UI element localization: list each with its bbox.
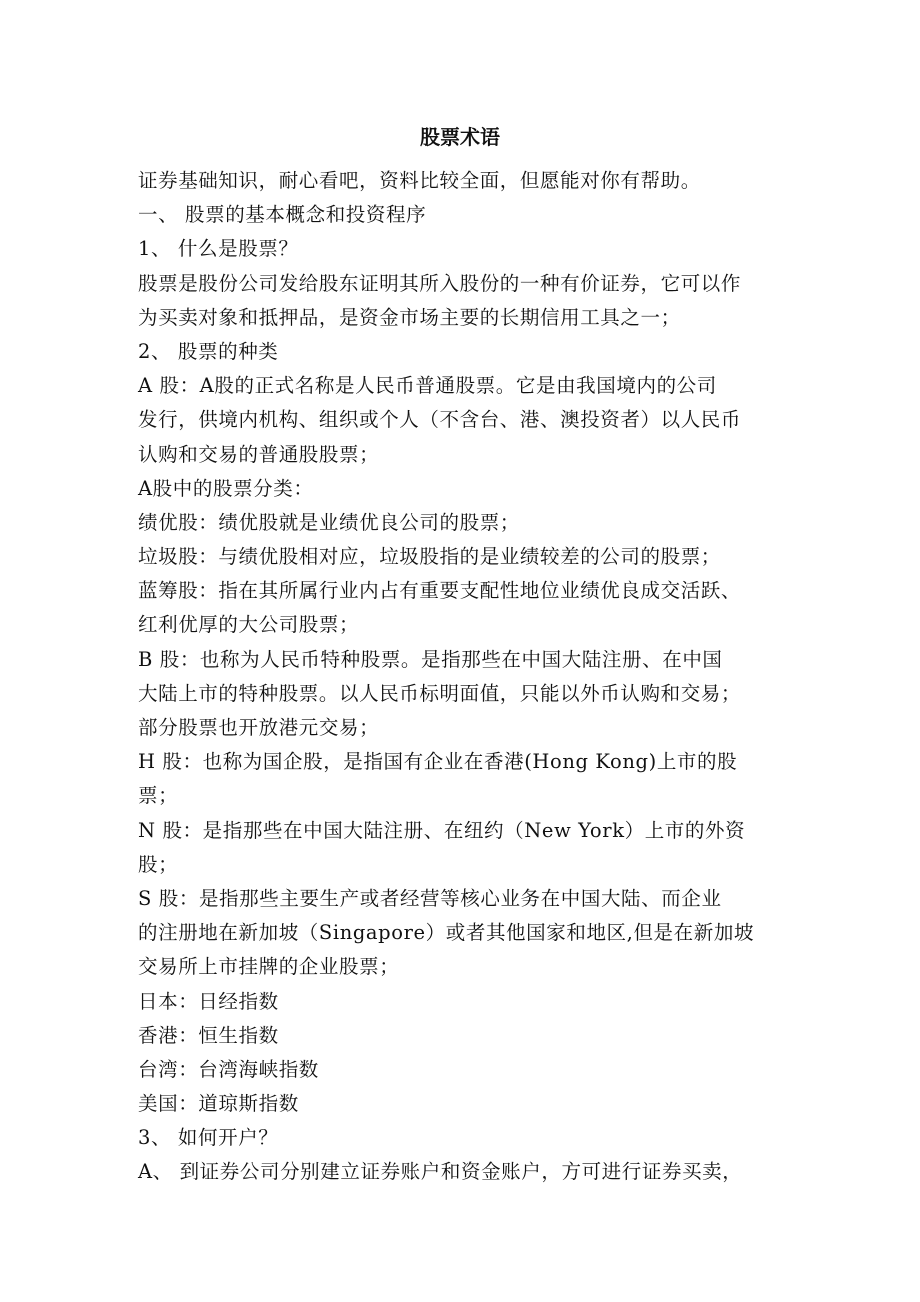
paragraph-line: 红利优厚的大公司股票；	[138, 613, 360, 637]
paragraph-line: N 股：是指那些在中国大陆注册、在纽约（New York）上市的外资	[138, 818, 746, 842]
paragraph-line: A 股：A股的正式名称是人民币普通股票。它是由我国境内的公司	[138, 374, 717, 398]
paragraph-line: A、 到证券公司分别建立证券账户和资金账户，方可进行证券买卖，	[138, 1160, 743, 1184]
paragraph-line: 蓝筹股：指在其所属行业内占有重要支配性地位业绩优良成交活跃、	[138, 579, 742, 603]
paragraph-line: 为买卖对象和抵押品，是资金市场主要的长期信用工具之一；	[138, 305, 681, 329]
index-line: 香港：恒生指数	[138, 1023, 279, 1047]
index-line: 台湾：台湾海峡指数	[138, 1057, 319, 1081]
document-title: 股票术语	[420, 125, 500, 149]
paragraph-line: 认购和交易的普通股股票；	[138, 442, 380, 466]
paragraph-line: 部分股票也开放港元交易；	[138, 716, 380, 739]
paragraph-line: A股中的股票分类：	[138, 476, 314, 500]
paragraph-line: 股；	[138, 852, 179, 876]
subsection-heading: 2、 股票的种类	[138, 339, 279, 363]
paragraph-line: 交易所上市挂牌的企业股票；	[138, 955, 400, 979]
index-line: 美国：道琼斯指数	[138, 1092, 299, 1116]
index-line: 日本：日经指数	[138, 989, 279, 1013]
subsection-heading: 1、 什么是股票？	[138, 237, 299, 261]
intro-line: 证券基础知识，耐心看吧，资料比较全面，但愿能对你有帮助。	[138, 169, 701, 192]
paragraph-line: 垃圾股：与绩优股相对应，垃圾股指的是业绩较差的公司的股票；	[138, 545, 721, 569]
section-heading: 一、 股票的基本概念和投资程序	[138, 203, 427, 227]
paragraph-line: 大陆上市的特种股票。以人民币标明面值，只能以外币认购和交易；	[138, 681, 742, 705]
paragraph-line: 的注册地在新加坡（Singapore）或者其他国家和地区,但是在新加坡	[138, 921, 755, 945]
paragraph-line: 绩优股：绩优股就是业绩优良公司的股票；	[138, 510, 520, 534]
paragraph-line: B 股：也称为人民币特种股票。是指那些在中国大陆注册、在中国	[138, 647, 723, 671]
paragraph-line: 发行，供境内机构、组织或个人（不含台、港、澳投资者）以人民币	[138, 408, 742, 432]
subsection-heading: 3、 如何开户？	[138, 1126, 279, 1150]
document-body	[138, 164, 790, 1190]
paragraph-line: 股票是股份公司发给股东证明其所入股份的一种有价证券，它可以作	[138, 271, 742, 295]
paragraph-line: 票；	[138, 784, 179, 808]
paragraph-line: H 股：也称为国企股，是指国有企业在香港(Hong Kong)上市的股	[138, 750, 738, 774]
paragraph-line: S 股：是指那些主要生产或者经营等核心业务在中国大陆、而企业	[138, 886, 722, 910]
